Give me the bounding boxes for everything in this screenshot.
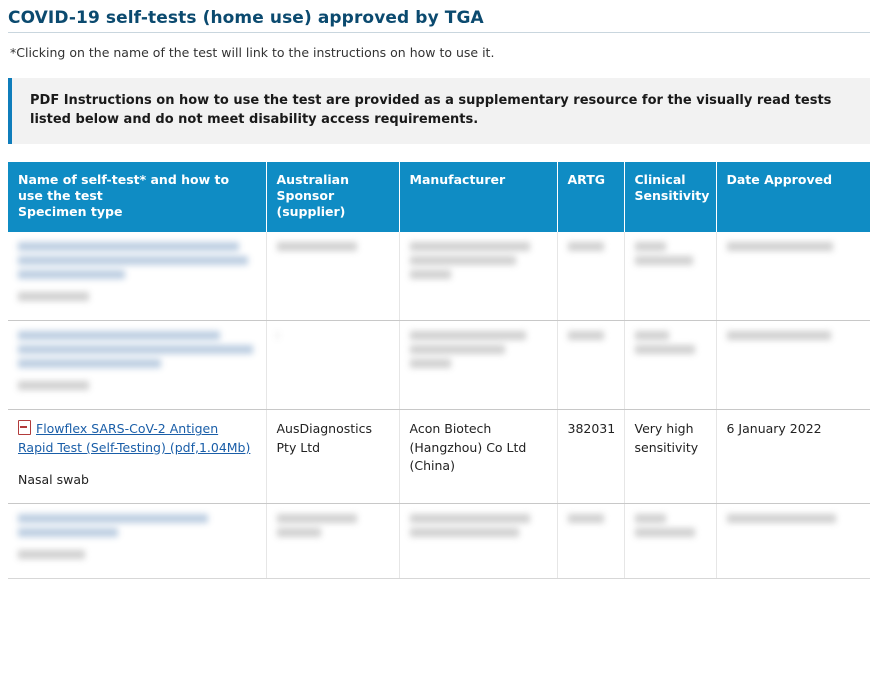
cell-sponsor-value — [277, 256, 278, 257]
column-header-line: Clinical — [634, 171, 686, 187]
column-header-line: Specimen type — [18, 204, 123, 220]
cell-sponsor — [266, 503, 399, 578]
cell-artg: 382031 — [557, 410, 624, 503]
pdf-instructions-callout — [8, 78, 870, 144]
cell-sensitivity-value — [635, 359, 636, 360]
cell-test-name[interactable] — [8, 321, 266, 410]
column-header-line: (supplier) — [276, 204, 346, 220]
redacted-content — [18, 514, 256, 559]
column-header-line: Australian — [276, 171, 349, 187]
pdf-icon — [18, 420, 31, 435]
redacted-content — [635, 514, 706, 537]
cell-test-name-value — [18, 395, 19, 396]
redacted-content — [18, 331, 256, 390]
redacted-content — [635, 242, 706, 265]
table-row — [8, 232, 870, 321]
cell-date-approved: 6 January 2022 — [716, 410, 870, 503]
column-header-line: Name of self-test* and how to — [18, 171, 230, 187]
redacted-content — [568, 514, 614, 523]
cell-test-name-value — [18, 564, 19, 565]
table-row — [8, 410, 870, 503]
redacted-content — [410, 514, 547, 537]
redacted-content — [568, 331, 614, 340]
cell-manufacturer — [399, 503, 557, 578]
approved-self-tests-table — [8, 162, 870, 579]
redacted-content — [568, 242, 614, 251]
cell-date-value — [727, 256, 728, 257]
column-header-date-approved: Date Approved — [716, 162, 870, 233]
test-instructions-link[interactable]: Flowflex SARS-CoV-2 Antigen Rapid Test (Self-Testing) (pdf,1.04Mb) — [18, 421, 251, 455]
cell-artg — [557, 503, 624, 578]
column-header-artg: ARTG — [557, 162, 624, 233]
cell-sensitivity-value — [635, 542, 636, 543]
column-header-clinical-sensitivity — [624, 162, 716, 233]
redacted-content — [727, 514, 861, 523]
page-title: COVID-19 self-tests (home use) approved by TGA — [8, 8, 484, 28]
cell-test-name[interactable] — [8, 410, 266, 503]
redacted-content — [277, 514, 389, 537]
redacted-content — [635, 331, 706, 354]
redacted-content — [277, 331, 389, 340]
table-row — [8, 503, 870, 578]
redacted-content — [727, 242, 861, 251]
cell-specimen-type: Nasal swab — [18, 471, 89, 487]
column-header-manufacturer: Manufacturer — [399, 162, 557, 233]
cell-artg — [557, 232, 624, 321]
cell-sponsor — [266, 321, 399, 410]
cell-manufacturer — [399, 232, 557, 321]
cell-date-approved — [716, 503, 870, 578]
cell-sponsor: AusDiagnostics Pty Ltd — [266, 410, 399, 503]
cell-manufacturer-value — [410, 373, 411, 374]
cell-test-name[interactable] — [8, 232, 266, 321]
redacted-content — [727, 331, 861, 340]
cell-date-value — [727, 345, 728, 346]
column-header-line: use the test — [18, 187, 103, 203]
document-page — [0, 8, 878, 579]
redacted-content — [277, 242, 389, 251]
column-header-test-name — [8, 162, 266, 233]
cell-sensitivity — [624, 503, 716, 578]
cell-manufacturer: Acon Biotech (Hangzhou) Co Ltd (China) — [399, 410, 557, 503]
cell-sensitivity-value — [635, 270, 636, 271]
cell-artg-value — [568, 528, 569, 529]
cell-sensitivity — [624, 321, 716, 410]
cell-test-name[interactable] — [8, 503, 266, 578]
cell-date-value — [727, 528, 728, 529]
cell-sponsor — [266, 232, 399, 321]
cell-manufacturer-value — [410, 542, 411, 543]
cell-date-approved — [716, 321, 870, 410]
cell-artg — [557, 321, 624, 410]
instructions-note: *Clicking on the name of the test will link to the instructions on how to use it. — [10, 45, 495, 60]
redacted-content — [410, 242, 547, 279]
table-row — [8, 321, 870, 410]
redacted-content — [410, 331, 547, 368]
cell-date-approved — [716, 232, 870, 321]
table-header-row — [8, 162, 870, 233]
cell-artg-value — [568, 345, 569, 346]
column-header-line: Sponsor — [276, 187, 335, 203]
cell-manufacturer-value — [410, 284, 411, 285]
cell-sensitivity: Very high sensitivity — [624, 410, 716, 503]
callout-text: PDF Instructions on how to use the test are provided as a supplementary resource for the visually read tests listed below and do not meet disability access requirements. — [30, 93, 832, 127]
title-divider — [8, 32, 870, 33]
redacted-content — [18, 242, 256, 301]
cell-test-name-value — [18, 306, 19, 307]
cell-sponsor-value — [277, 542, 278, 543]
cell-artg-value — [568, 256, 569, 257]
column-header-sponsor — [266, 162, 399, 233]
cell-sponsor-value — [277, 345, 278, 346]
cell-manufacturer — [399, 321, 557, 410]
column-header-line: Sensitivity — [634, 187, 710, 203]
cell-sensitivity — [624, 232, 716, 321]
